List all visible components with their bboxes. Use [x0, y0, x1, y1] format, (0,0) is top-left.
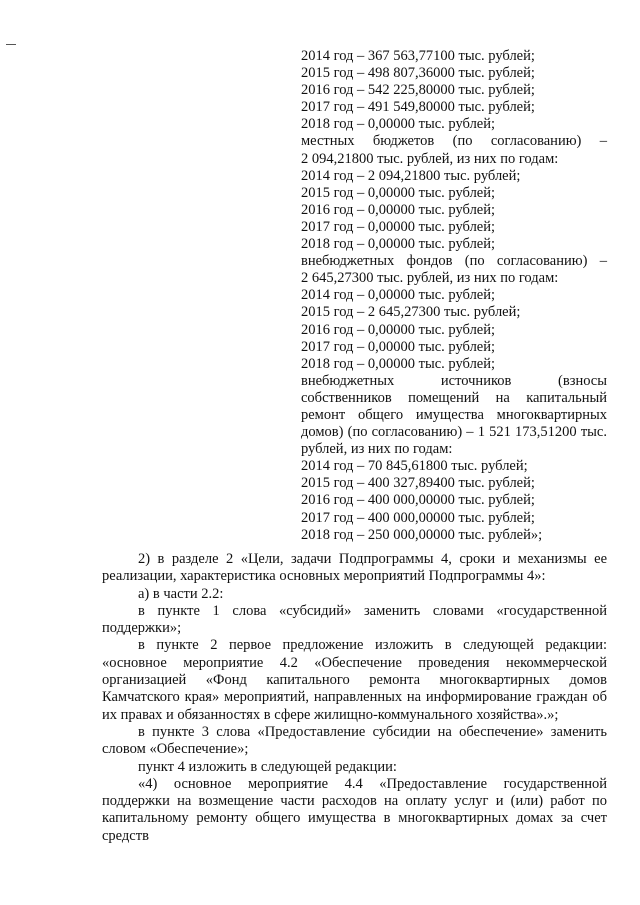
extrabudget-sources-paragraph: внебюджетных источников (взносы собственников помещений на капитальный ремонт общего имущества многоквартирных домов) (по согласованию) – 1 521 173,51200 тыс. рублей, из них по годам: — [301, 372, 607, 458]
funds-year-line: 2014 год – 0,00000 тыс. рублей; — [301, 287, 496, 304]
local-year-line: 2017 год – 0,00000 тыс. рублей; — [301, 218, 496, 235]
sources-year-line: 2018 год – 250 000,00000 тыс. рублей»; — [301, 526, 543, 543]
local-year-line: 2016 год – 0,00000 тыс. рублей; — [301, 201, 496, 218]
amendment-paragraph: в пункте 2 первое предложение изложить в следующей редакции: «основное мероприятие 4.2 «Обеспечение проведения некоммерческой организацией «Фонд капитального ремонта многоквартирных домов Камчатского края» мероприятий, направленных на информирование граждан об их правах и обязанностях в сфере жилищно-коммунального хозяйства».»; — [102, 637, 607, 723]
regional-year-line: 2018 год – 0,00000 тыс. рублей; — [301, 116, 496, 133]
amendment-paragraph: «4) основное мероприятие 4.4 «Предоставление государственной поддержки на возмещение части расходов на оплату услуг и (или) работ по капитальному ремонту общего имущества в многоквартирных домах за счет средств — [102, 775, 607, 844]
amendment-paragraph: 2) в разделе 2 «Цели, задачи Подпрограммы 4, сроки и механизмы ее реализации, характеристика основных мероприятий Подпрограммы 4»: — [102, 551, 607, 585]
local-year-line: 2018 год – 0,00000 тыс. рублей; — [301, 236, 496, 253]
local-year-line: 2015 год – 0,00000 тыс. рублей; — [301, 184, 496, 201]
extrabudget-funds-heading: внебюджетных фондов (по согласованию) – — [301, 253, 607, 270]
funds-year-line: 2015 год – 2 645,27300 тыс. рублей; — [301, 304, 521, 321]
extrabudget-funds-total: 2 645,27300 тыс. рублей, из них по годам: — [301, 270, 559, 287]
regional-year-line: 2015 год – 498 807,36000 тыс. рублей; — [301, 65, 535, 82]
scan-mark — [6, 44, 16, 45]
local-year-line: 2014 год – 2 094,21800 тыс. рублей; — [301, 167, 521, 184]
sources-year-line: 2016 год – 400 000,00000 тыс. рублей; — [301, 492, 535, 509]
local-budget-heading: местных бюджетов (по согласованию) – — [301, 133, 607, 150]
sources-year-line: 2015 год – 400 327,89400 тыс. рублей; — [301, 475, 535, 492]
amendment-paragraph: в пункте 3 слова «Предоставление субсидии на обеспечение» заменить словом «Обеспечение»; — [102, 723, 607, 758]
regional-year-line: 2014 год – 367 563,77100 тыс. рублей; — [301, 48, 535, 64]
funds-year-line: 2016 год – 0,00000 тыс. рублей; — [301, 321, 496, 338]
sources-year-line: 2017 год – 400 000,00000 тыс. рублей; — [301, 509, 535, 526]
regional-year-line: 2017 год – 491 549,80000 тыс. рублей; — [301, 99, 535, 116]
amendment-text — [102, 551, 607, 845]
local-budget-total: 2 094,21800 тыс. рублей, из них по годам: — [301, 150, 559, 167]
amendment-paragraph: в пункте 1 слова «субсидий» заменить словами «государственной поддержки»; — [102, 602, 607, 637]
amendment-paragraph: а) в части 2.2: — [138, 585, 224, 602]
financing-column — [301, 48, 607, 544]
amendment-paragraph: пункт 4 изложить в следующей редакции: — [138, 758, 397, 775]
regional-year-line: 2016 год – 542 225,80000 тыс. рублей; — [301, 82, 535, 99]
sources-year-line: 2014 год – 70 845,61800 тыс. рублей; — [301, 458, 528, 475]
funds-year-line: 2017 год – 0,00000 тыс. рублей; — [301, 338, 496, 355]
funds-year-line: 2018 год – 0,00000 тыс. рублей; — [301, 355, 496, 372]
